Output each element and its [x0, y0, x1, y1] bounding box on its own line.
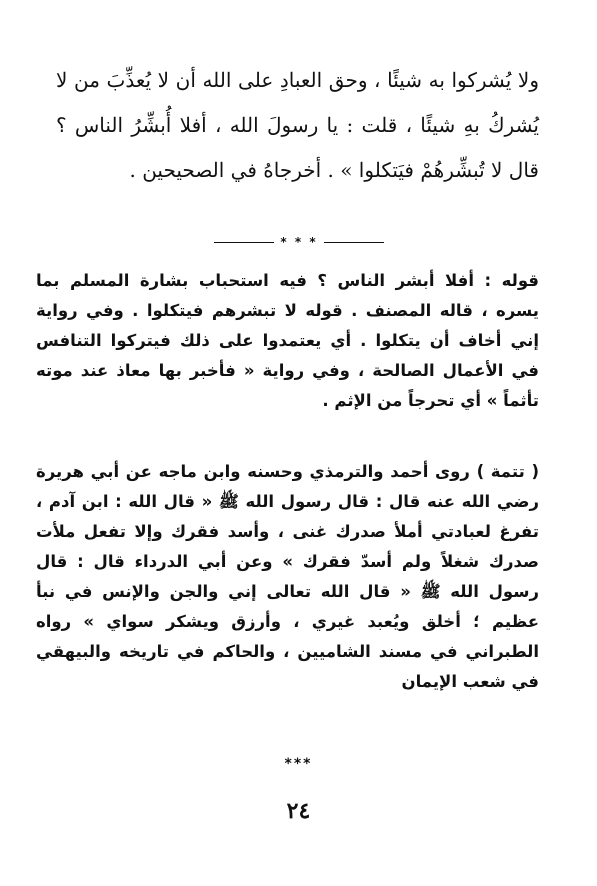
commentary-text: قوله : أفلا أبشر الناس ؟ فيه استحباب بشارة المسلم بما يسره ، قاله المصنف . قوله لا تبشرهم فيتكلوا . وفي رواية إني أخاف أن يتكلوا . أي يعتمدوا على ذلك فيتركوا التنافس في الأعمال الصالحة ، وفي رواية « فأخبر بها معاذ عند موته تأثماً » أي تحرجاً من الإثم . — [36, 271, 539, 410]
page-number: ٢٤ — [286, 798, 311, 824]
hadith-paragraph — [56, 58, 539, 193]
section-divider — [212, 232, 386, 252]
divider-rule-right — [324, 242, 384, 243]
hadith-text: ولا يُشركوا به شيئًا ، وحق العبادِ على الله أن لا يُعذِّبَ من لا يُشركُ بهِ شيئًا ، قلت : يا رسولَ الله ، أفلا أُبشِّرُ الناس ؟ قال لا تُبشِّرهُمْ فيَتكلوا » . أخرجاهُ في الصحيحين . — [56, 68, 539, 182]
divider-stars: * * * — [280, 235, 318, 249]
tatimma-paragraph — [36, 440, 539, 713]
end-section-stars: *** — [284, 756, 313, 772]
divider-rule-left — [214, 242, 274, 243]
tatimma-text: ( تتمة ) روى أحمد والترمذي وحسنه وابن ماجه عن أبي هريرة رضي الله عنه قال : قال رسول الله ﷺ « قال الله : ابن آدم ، تفرغ لعبادتي أملأ صدرك غنى ، وأسد فقرك وإلا تفعل ملأت صدرك شغلاً ولم أسدّ فقرك » وعن أبي الدرداء قال : قال رسول الله ﷺ « قال الله تعالى إني والجن والإنس في نبأ عظيم ؛ أخلق ويُعبد غيري ، وأرزق ويشكر سواي » رواه الطبراني في مسند الشاميين ، والحاكم في تاريخه والبيهقي في شعب الإيمان — [36, 461, 539, 691]
commentary-paragraph — [36, 266, 539, 416]
